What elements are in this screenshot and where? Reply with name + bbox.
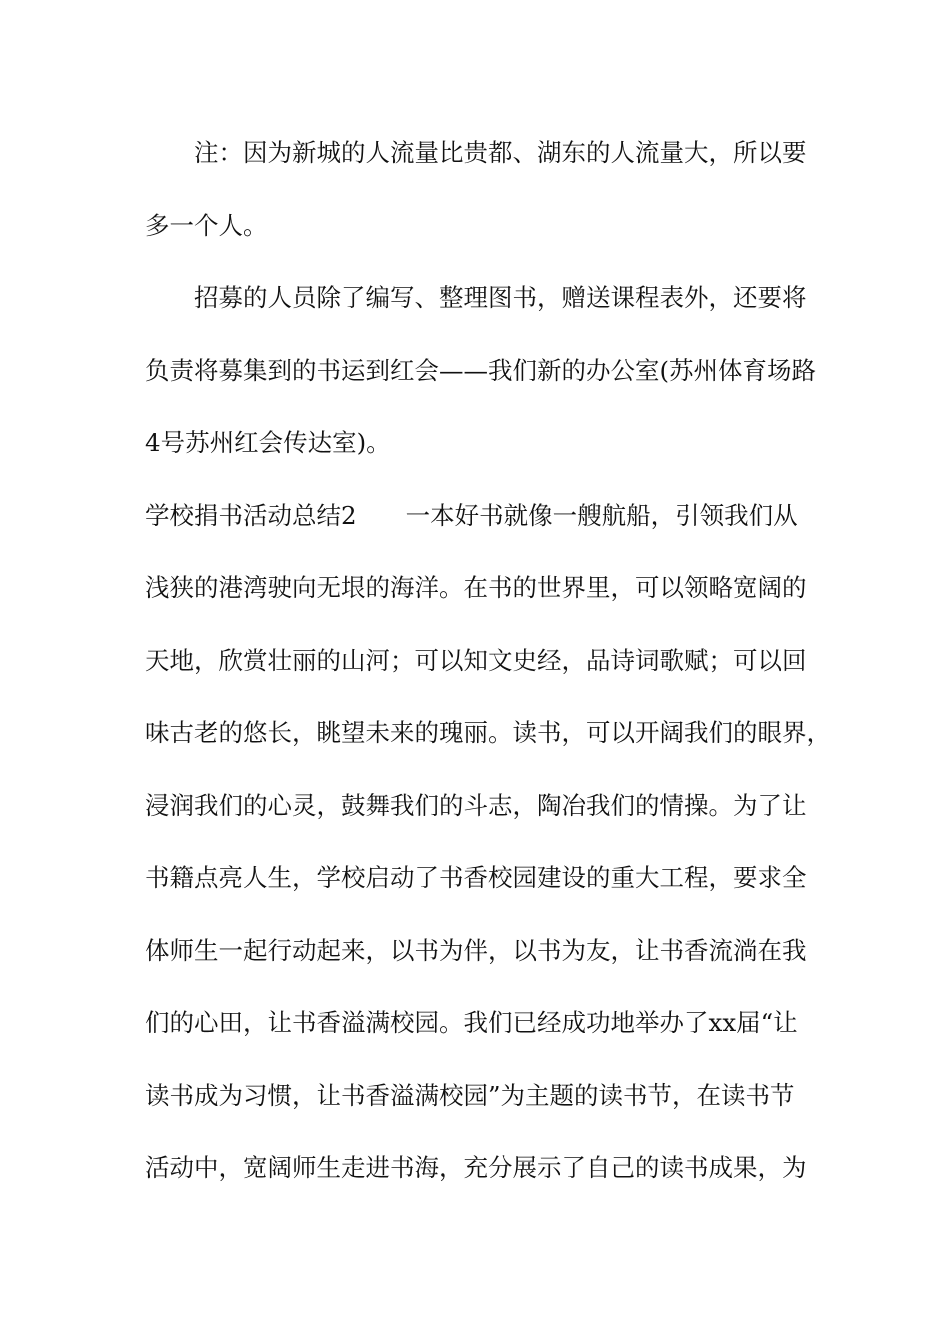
- text-line: 书籍点亮人生，学校启动了书香校园建设的重大工程，要求全: [145, 863, 807, 892]
- text-line: 浸润我们的心灵，鼓舞我们的斗志，陶冶我们的情操。为了让: [145, 790, 807, 820]
- text-line: 味古老的悠长，眺望未来的瑰丽。读书，可以开阔我们的眼界，: [145, 718, 831, 747]
- text-line: 浅狭的港湾驶向无垠的海洋。在书的世界里，可以领略宽阔的: [145, 573, 807, 602]
- section-heading-line: 学校捐书活动总结2 一本好书就像一艘航船，引领我们从: [145, 500, 798, 530]
- text-line-note: 注：因为新城的人流量比贵都、湖东的人流量大，所以要: [194, 138, 807, 167]
- text-line: 负责将募集到的书运到红会——我们新的办公室(苏州体育场路: [145, 355, 817, 385]
- text-line: 体师生一起行动起来，以书为伴，以书为友，让书香流淌在我: [145, 935, 807, 965]
- text-line: 多一个人。: [145, 210, 268, 240]
- text-line: 读书成为习惯，让书香溢满校园”为主题的读书节，在读书节: [145, 1080, 795, 1110]
- text-line: 们的心田，让书香溢满校园。我们已经成功地举办了xx届“让: [145, 1008, 798, 1037]
- document-body: [145, 131, 835, 1219]
- text-line: 活动中，宽阔师生走进书海，充分展示了自己的读书成果，为: [145, 1153, 807, 1182]
- text-line: 4号苏州红会传达室)。: [145, 428, 391, 457]
- text-line: 招募的人员除了编写、整理图书，赠送课程表外，还要将: [194, 283, 807, 312]
- text-line: 天地，欣赏壮丽的山河；可以知文史经，品诗词歌赋；可以回: [145, 645, 807, 675]
